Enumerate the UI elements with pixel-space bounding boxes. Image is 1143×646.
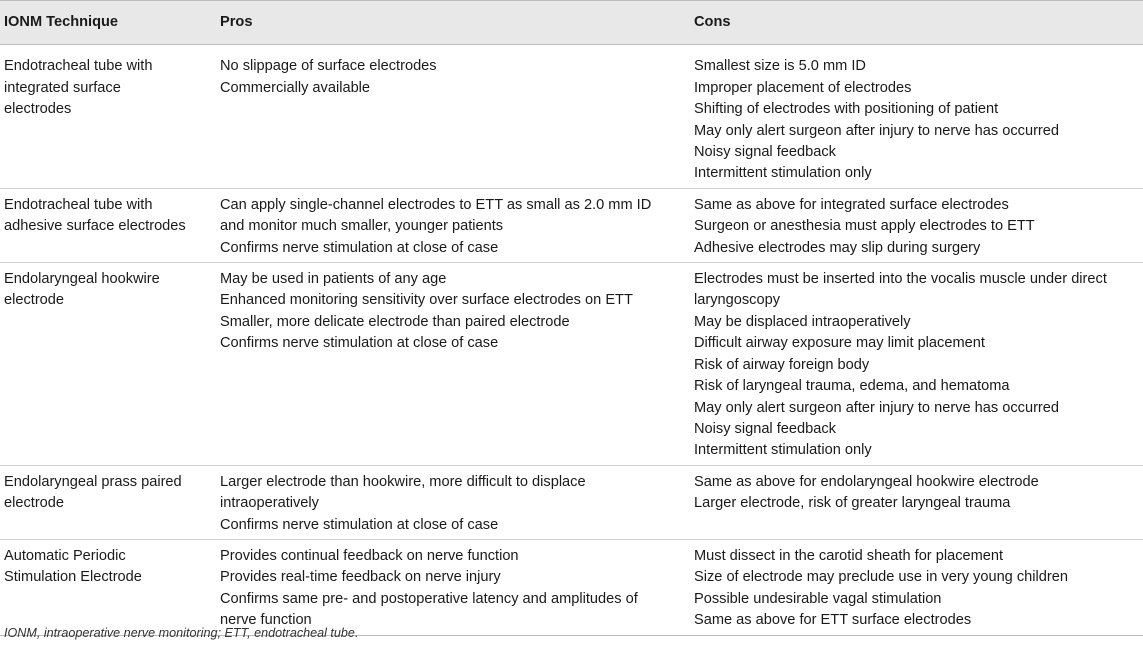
cell-pros-line: May be used in patients of any age [220, 271, 447, 288]
table-row [0, 45, 1143, 188]
cell-cons [690, 539, 1143, 635]
cell-technique [0, 263, 217, 466]
cell-pros-line: Confirms nerve stimulation at close of case [220, 516, 499, 533]
table-row [0, 539, 1143, 635]
cell-pros-line: Confirms same pre- and postoperative latency and amplitudes of [220, 590, 638, 607]
cell-cons-line: Surgeon or anesthesia must apply electrodes to ETT [694, 218, 1035, 235]
cell-technique-line: electrode [4, 495, 65, 512]
cell-cons-line: Possible undesirable vagal stimulation [694, 590, 942, 607]
cell-cons-line: Shifting of electrodes with positioning of patient [694, 101, 999, 118]
cell-cons [690, 263, 1143, 466]
cell-technique-line: Endotracheal tube with [4, 58, 153, 75]
cell-cons-line: Noisy signal feedback [694, 144, 836, 161]
cell-technique-line: Stimulation Electrode [4, 569, 142, 586]
table-footnote: IONM, intraoperative nerve monitoring; ETT, endotracheal tube. [4, 626, 359, 640]
cell-cons-line: May only alert surgeon after injury to nerve has occurred [694, 122, 1060, 139]
cell-technique-line: integrated surface [4, 79, 121, 96]
cell-cons-line: Adhesive electrodes may slip during surgery [694, 239, 981, 256]
table-row [0, 263, 1143, 466]
cell-pros-line: Smaller, more delicate electrode than paired electrode [220, 313, 570, 330]
cell-cons-line: laryngoscopy [694, 292, 780, 309]
cell-cons-line: May only alert surgeon after injury to nerve has occurred [694, 399, 1060, 416]
column-header-cons: Cons [690, 1, 1143, 45]
cell-pros-line: Provides real-time feedback on nerve injury [220, 569, 501, 586]
cell-pros-line: Confirms nerve stimulation at close of case [220, 239, 499, 256]
cell-technique-line: electrodes [4, 101, 72, 118]
cell-cons-line: Intermittent stimulation only [694, 442, 872, 459]
cell-cons-line: May be displaced intraoperatively [694, 313, 911, 330]
cell-technique [0, 465, 217, 539]
cell-cons-line: Noisy signal feedback [694, 420, 836, 437]
cell-pros-line: Larger electrode than hookwire, more difficult to displace [220, 473, 586, 490]
table-header-row [0, 1, 1143, 45]
cell-pros [217, 188, 690, 262]
cell-cons-line: Risk of airway foreign body [694, 356, 870, 373]
cell-cons-line: Same as above for ETT surface electrodes [694, 612, 972, 629]
cell-pros-line: Commercially available [220, 79, 371, 96]
cell-cons-line: Must dissect in the carotid sheath for placement [694, 547, 1004, 564]
cell-pros-line: Provides continual feedback on nerve function [220, 547, 519, 564]
cell-cons-line: Intermittent stimulation only [694, 165, 872, 182]
cell-pros-line: Confirms nerve stimulation at close of case [220, 335, 499, 352]
cell-technique-line: Automatic Periodic [4, 547, 126, 564]
cell-cons-line: Electrodes must be inserted into the vocalis muscle under direct [694, 271, 1107, 288]
cell-technique-line: electrode [4, 292, 65, 309]
cell-pros [217, 263, 690, 466]
cell-pros-line: No slippage of surface electrodes [220, 58, 437, 75]
cell-technique-line: adhesive surface electrodes [4, 218, 186, 235]
cell-technique [0, 45, 217, 188]
cell-cons-line: Difficult airway exposure may limit placement [694, 335, 985, 352]
cell-cons-line: Size of electrode may preclude use in very young children [694, 569, 1068, 586]
cell-technique [0, 188, 217, 262]
cell-cons-line: Same as above for integrated surface electrodes [694, 196, 1009, 213]
cell-pros-line: intraoperatively [220, 495, 319, 512]
table-body [0, 45, 1143, 635]
cell-cons-line: Smallest size is 5.0 mm ID [694, 58, 866, 75]
cell-pros-line: and monitor much smaller, younger patients [220, 218, 504, 235]
cell-cons-line: Larger electrode, risk of greater laryngeal trauma [694, 495, 1011, 512]
cell-technique-line: Endolaryngeal hookwire [4, 271, 160, 288]
cell-cons [690, 188, 1143, 262]
cell-pros [217, 45, 690, 188]
cell-pros-line: nerve function [220, 612, 312, 629]
cell-cons-line: Risk of laryngeal trauma, edema, and hematoma [694, 378, 1010, 395]
cell-pros-line: Can apply single-channel electrodes to ETT as small as 2.0 mm ID [220, 196, 652, 213]
cell-pros-line: Enhanced monitoring sensitivity over surface electrodes on ETT [220, 292, 633, 309]
cell-cons [690, 45, 1143, 188]
cell-technique-line: Endolaryngeal prass paired [4, 473, 182, 490]
cell-technique [0, 539, 217, 635]
table-row [0, 188, 1143, 262]
column-header-technique: IONM Technique [0, 1, 217, 45]
cell-pros [217, 539, 690, 635]
cell-cons-line: Improper placement of electrodes [694, 79, 912, 96]
cell-cons-line: Same as above for endolaryngeal hookwire electrode [694, 473, 1039, 490]
cell-technique-line: Endotracheal tube with [4, 196, 153, 213]
column-header-pros: Pros [217, 1, 690, 45]
cell-pros [217, 465, 690, 539]
cell-cons [690, 465, 1143, 539]
table-row [0, 465, 1143, 539]
